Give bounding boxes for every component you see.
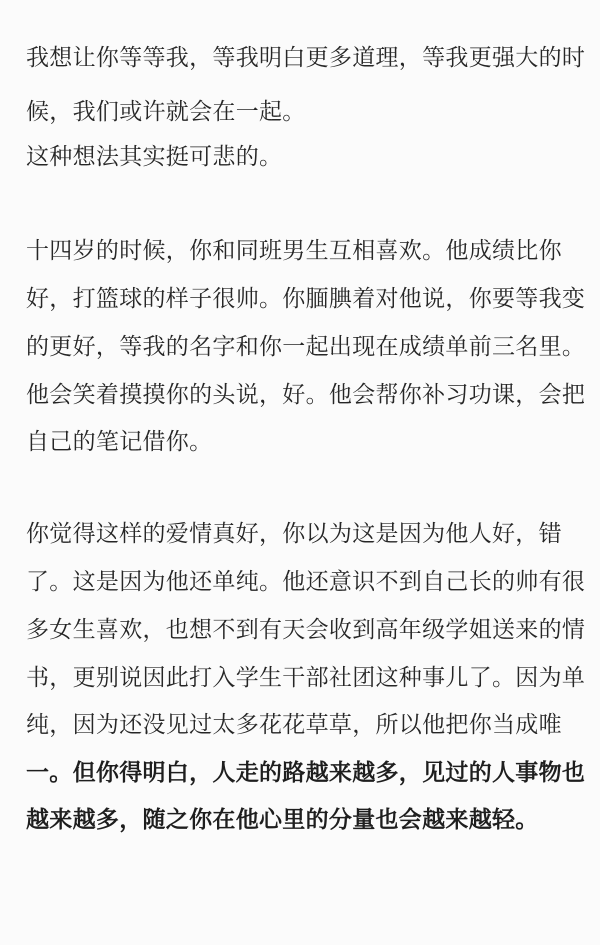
paragraph-3-line-1: 你觉得这样的爱情真好，你以为这是因为他人好，错	[26, 521, 562, 547]
paragraph-1-line-3: 这种想法其实挺可悲的。	[26, 144, 283, 170]
paragraph-3-line-3: 多女生喜欢，也想不到有天会收到高年级学姐送来的情	[26, 617, 586, 643]
paragraph-1-line-2: 候，我们或许就会在一起。	[26, 99, 306, 125]
paragraph-3-bold-line-1: 一。但你得明白，人走的路越来越多，见过的人事物也	[26, 760, 586, 786]
paragraph-2-line-2: 好，打篮球的样子很帅。你腼腆着对他说，你要等我变	[26, 286, 586, 312]
paragraph-2-line-1: 十四岁的时候，你和同班男生互相喜欢。他成绩比你	[26, 238, 562, 264]
paragraph-2-line-5: 自己的笔记借你。	[26, 429, 213, 455]
paragraph-3-bold-line-2: 越来越多，随之你在他心里的分量也会越来越轻。	[26, 807, 539, 833]
paragraph-2-line-4: 他会笑着摸摸你的头说，好。他会帮你补习功课，会把	[26, 382, 586, 408]
paragraph-2-line-3: 的更好，等我的名字和你一起出现在成绩单前三名里。	[26, 334, 586, 360]
paragraph-3-line-5: 纯，因为还没见过太多花花草草，所以他把你当成唯	[26, 712, 562, 738]
paragraph-3-line-2: 了。这是因为他还单纯。他还意识不到自己长的帅有很	[26, 569, 586, 595]
paragraph-1-line-1: 我想让你等等我，等我明白更多道理，等我更强大的时	[26, 45, 586, 71]
paragraph-3-line-4: 书，更别说因此打入学生干部社团这种事儿了。因为单	[26, 665, 586, 691]
